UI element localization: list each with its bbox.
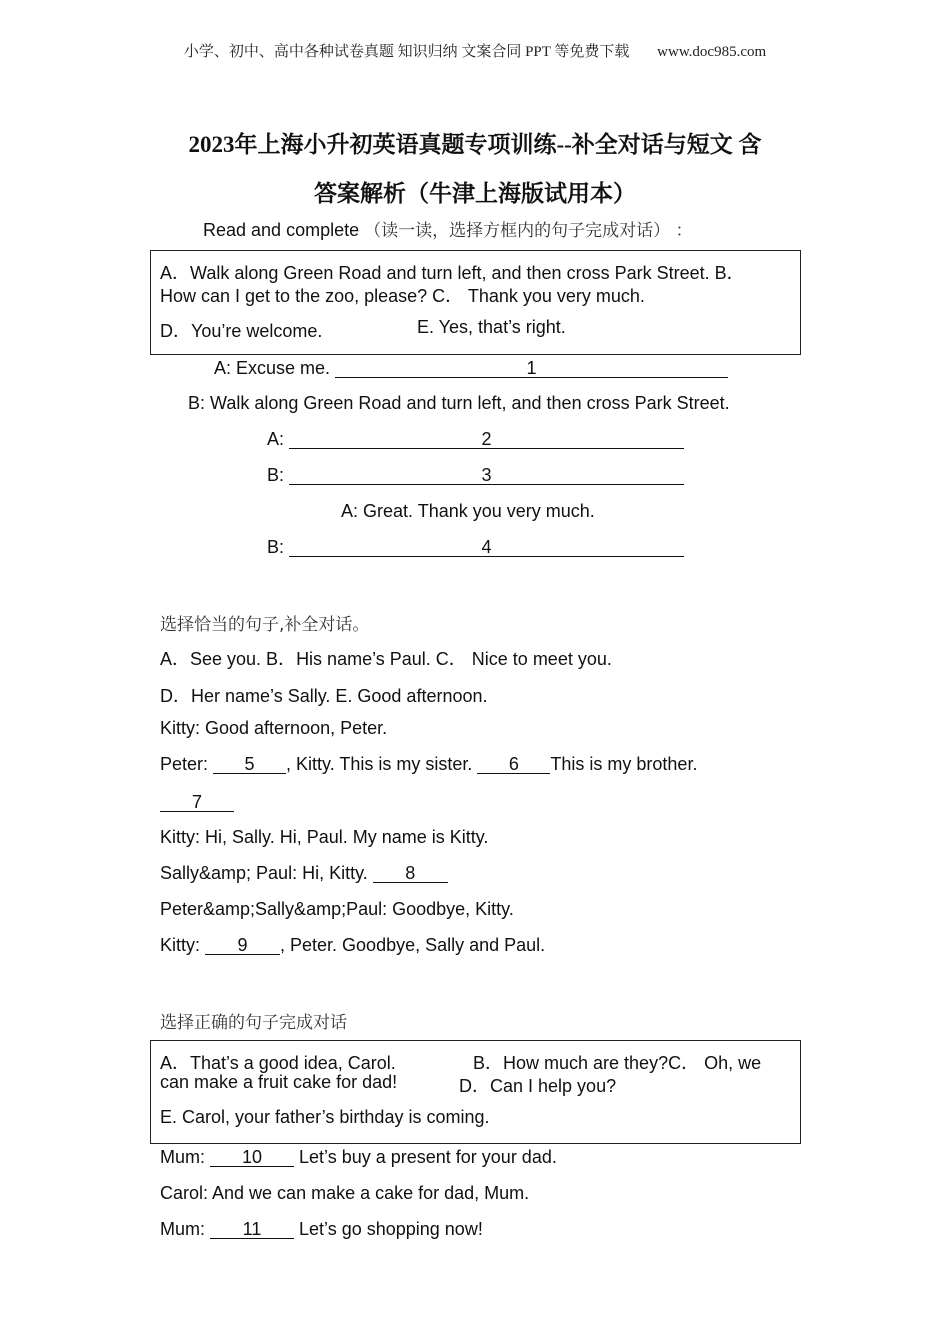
dialog-text: Sally&amp; Paul: Hi, Kitty. [160,863,373,883]
dialog-text: A: Excuse me. [214,358,336,378]
dialog-text: Mum: [160,1147,211,1167]
section1-instruction [203,216,693,241]
box1-line1: A．Walk along Green Road and turn left, and then cross Park Street. B． [160,263,745,283]
dialog-text: B: [267,465,290,485]
dialog-text: Let’s go shopping now! [294,1219,483,1239]
page-title-line1: 2023年上海小升初英语真题专项训练--补全对话与短文 含 [188,132,762,157]
answer-blank-5[interactable]: 5 [213,755,286,774]
dialog1-line5: A: Great. Thank you very much. [341,501,595,521]
section2-heading: 选择恰当的句子,补全对话。 [160,615,370,635]
answer-blank-9[interactable]: 9 [205,936,280,955]
box3-option-e: E. Carol, your father’s birthday is coming. [160,1107,490,1127]
instruction-en: Read and complete [203,220,360,240]
dialog2-line6 [160,935,545,956]
dialog2-line1: Kitty: Good afternoon, Peter. [160,718,388,738]
header-text: 小学、初中、高中各种试卷真题 知识归纳 文案合同 PPT 等免费下载 [183,44,630,60]
box1-option-e: E. Yes, that’s right. [417,317,566,337]
dialog-text: A: [267,429,290,449]
page-header [0,40,950,61]
box1-line2: How can I get to the zoo, please? C． Thank you very much. [160,286,645,306]
dialog-text: B: [267,537,290,557]
answer-blank-6[interactable]: 6 [477,755,550,774]
section3-heading: 选择正确的句子完成对话 [160,1013,347,1033]
answer-blank-11[interactable]: 11 [210,1220,294,1239]
section2-options-1: A．See you. B．His name’s Paul. C． Nice to meet you. [160,649,612,669]
answer-blank-7[interactable]: 7 [160,793,234,812]
dialog2-line4 [160,863,448,884]
section2-options-2: D．Her name’s Sally. E. Good afternoon. [160,686,488,706]
dialog-text: , Kitty. This is my sister. [286,754,478,774]
answer-blank-4[interactable]: 4 [289,538,684,557]
box3-option-a: A．That’s a good idea, Carol. [160,1053,396,1073]
dialog1-line1 [214,358,728,379]
answer-blank-1[interactable]: 1 [335,359,728,378]
dialog-text: Mum: [160,1219,211,1239]
box3-option-d: D．Can I help you? [459,1076,617,1096]
header-site-link[interactable]: www.doc985.com [657,44,767,60]
box3-option-b-c: B．How much are they?C． Oh, we [473,1053,762,1073]
dialog1-line4 [267,465,684,486]
answer-blank-8[interactable]: 8 [373,864,448,883]
dialog-text: , Peter. Goodbye, Sally and Paul. [280,935,546,955]
dialog2-line2-wrap [160,792,234,813]
dialog-text: This is my brother. [550,754,698,774]
dialog-text: Peter: [160,754,214,774]
box3-option-c-cont: can make a fruit cake for dad! [160,1072,398,1092]
instruction-zh: （读一读，选择方框内的句子完成对话） ： [364,221,693,241]
dialog2-line3: Kitty: Hi, Sally. Hi, Paul. My name is Kitty. [160,827,489,847]
dialog-text: Kitty: [160,935,206,955]
dialog-text: Let’s buy a present for your dad. [294,1147,557,1167]
dialog1-line3 [267,429,684,450]
dialog1-line6 [267,537,684,558]
page-title-line2: 答案解析（牛津上海版试用本） [314,181,636,206]
answer-blank-2[interactable]: 2 [289,430,684,449]
dialog3-line2: Carol: And we can make a cake for dad, Mum. [160,1183,530,1203]
dialog1-line2: B: Walk along Green Road and turn left, and then cross Park Street. [188,393,730,413]
dialog2-line5: Peter&amp;Sally&amp;Paul: Goodbye, Kitty. [160,899,514,919]
dialog3-line1 [160,1147,557,1168]
dialog3-line3 [160,1219,483,1240]
answer-blank-10[interactable]: 10 [210,1148,294,1167]
box1-option-d: D．You’re welcome. [160,321,323,341]
dialog2-line2 [160,754,697,775]
answer-blank-3[interactable]: 3 [289,466,684,485]
